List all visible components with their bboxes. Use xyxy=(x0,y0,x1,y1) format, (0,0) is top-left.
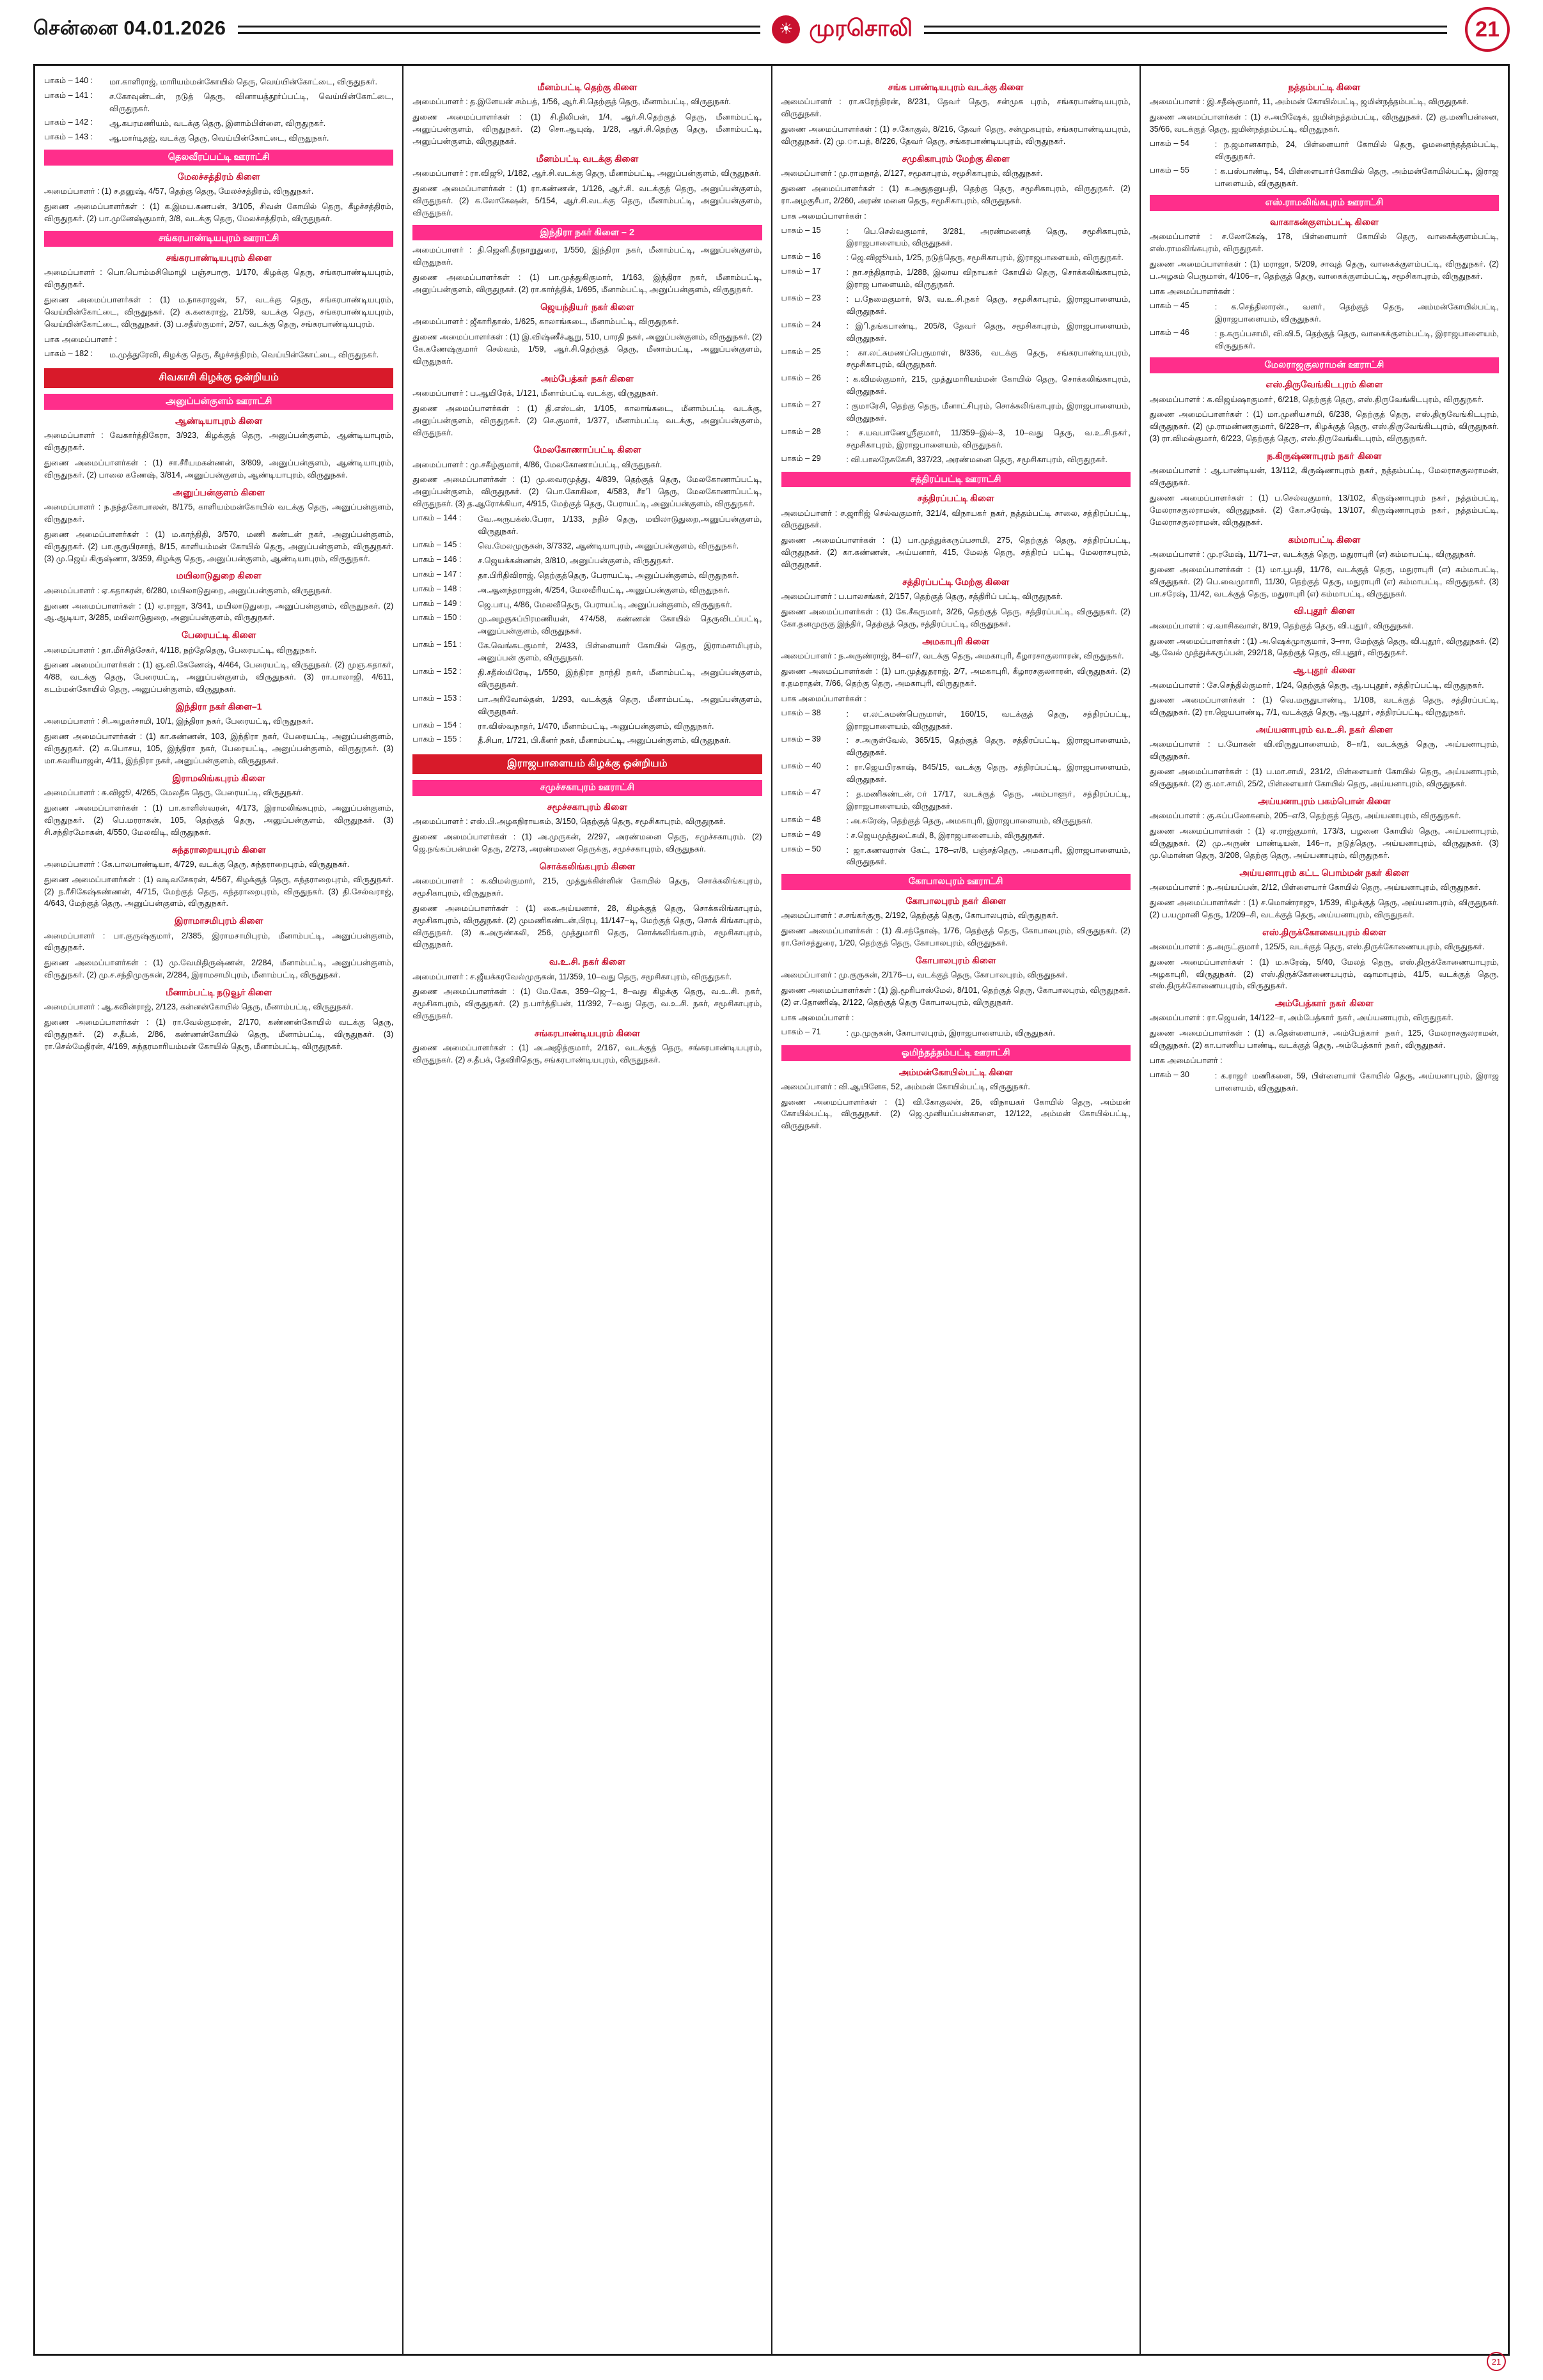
body-paragraph: அமைப்பாளர் : க.விமல்குமார், 215, முத்துக்கிள்ளின் கோயில் தெரு, சொக்கலிங்கபுரம், சமூசிகாபுரம், விருதுநகர். xyxy=(412,876,762,898)
part-entry xyxy=(44,132,393,144)
body-paragraph: அமைப்பாளர் : ந.நந்தகோபாலன், 8/175, காளியம்மன்கோயில் வடக்கு தெரு, அனுப்பன்குளம், விருதுநகர். xyxy=(44,502,394,524)
body-paragraph: அமைப்பாளர் : ச.ஜாரிஜ் செல்வகுமார், 321/4, விநாயகா் நகர், நத்தம்பட்டி சாலை, சத்திரப்பட்டி, விருதுநகர். xyxy=(781,508,1131,530)
part-entry xyxy=(781,373,1131,398)
part-number-label: பாகம் – 154 : xyxy=(412,720,462,729)
branch-heading: சத்திரப்பட்டி மேற்கு கிளை xyxy=(902,577,1010,587)
body-paragraph: அமைப்பாளர் : மு.ராமநாத், 2/127, சமூகாபுரம், சமூசிகாபுரம், விருதுநகர். xyxy=(781,168,1043,178)
part-entry xyxy=(412,555,762,567)
part-number-label: பாகம் – 30 xyxy=(1149,1070,1189,1080)
branch-heading: மீனம்பட்டி வடக்கு கிளை xyxy=(536,153,639,164)
part-entry xyxy=(781,815,1131,827)
part-detail-text: ஆ.மார்டிதஜ், வடக்கு தெரு, வெய்யின்கோட்டை, விருதுநகர். xyxy=(109,133,329,143)
part-number-label: பாகம் – 150 : xyxy=(412,613,462,623)
branch-heading: சங்க பாண்டியபுரம் வடக்கு கிளை xyxy=(888,82,1024,92)
union-heading: இராஜபாளையம் கிழக்கு ஒன்றியம் xyxy=(412,754,762,774)
part-number-label: பாகம் – 142 : xyxy=(44,117,93,127)
footer-page-mark: 21 xyxy=(1487,2352,1506,2371)
part-detail-text: : அ.சுரேஷ், தெற்குத் தெரு, அமகாபுரி, இராஜபாளையம், விருதுநகர். xyxy=(846,816,1093,825)
part-entry xyxy=(44,349,393,361)
part-detail-text: : க.செந்திலாரன்., வளா், தெற்குத் தெரு, அம்மன்கோயில்பட்டி, இராஜபாளையம், விருதுநகர். xyxy=(1214,302,1499,323)
body-paragraph: அமைப்பாளர் : வி.ஆயிளேக, 52, அம்மன் கோயில்பட்டி, விருதுநகர். xyxy=(781,1082,1030,1091)
body-paragraph: துணை அமைப்பாளர்கள் : (1) ரா.கண்ணன், 1/126, ஆர்.சி. வடக்குத் தெரு, அனுப்பன்குளம், விருதுநகர். (2) க.லோகேஷன், 5/154, ஆர்.சி.வடக்கு தெரு, மீனாம்பட்டி, அனுப்பன்குளம், விருதுநகர். xyxy=(412,183,762,217)
part-number-label: பாகம் – 24 xyxy=(781,320,821,329)
body-paragraph: அமைப்பாளர் : ப.யோகன் வி.விருதுபாளையம், 8–ா/1, வடக்குத் தெரு, அய்யனாபுரம், விருதுநகர். xyxy=(1149,740,1499,761)
branch-heading: ந.கிருஷ்ணாபுரம் நகா் கிளை xyxy=(1267,451,1382,462)
part-detail-text: ஆ.கபரமணியம், வடக்கு தெரு, இளாம்பிள்ளை, விருதுநகர். xyxy=(109,118,326,128)
branch-heading: மயிலாடுதுறை கிளை xyxy=(176,570,262,581)
part-entry xyxy=(781,427,1131,451)
branch-heading: சொக்கலிங்கபுரம் கிளை xyxy=(539,860,636,871)
body-paragraph: அமைப்பாளர் : சி.அழகர்சாமி, 10/1, இந்திரா நகர், பேரையட்டி, விருதுநகர். xyxy=(44,717,314,726)
part-detail-text: ரா.விஸ்வநாதர், 1/470, மீனாம்பட்டி, அனுப்பன்குளம், விருதுநகர். xyxy=(478,721,714,731)
part-detail-text: ம.முத்துரேவி, கிழக்கு தெரு, கீழச்சத்திரம், வெய்யின்கோட்டை, விருதுநகர். xyxy=(109,350,379,359)
part-number-label: பாகம் – 49 xyxy=(781,829,821,839)
part-detail-text: : ஜா.கணவரான் கேட், 178–எ/8, பஞ்சத்தெரு, அமகாபுரி, இராஜபாளையம், விருதுநகர். xyxy=(846,845,1131,867)
body-paragraph: துணை அமைப்பாளர்கள் : (1) அ.அஜித்குமார், 2/167, வடக்குத் தெரு, சங்கரபாண்டியபுரம், விருதுநகர். (2) ச.தீபக், தேவிரிதெரு, சங்கரபாண்டியபுரம், விருதுநகர். xyxy=(412,1043,762,1065)
branch-heading: வி.புதூா் கிளை xyxy=(1294,605,1355,616)
part-entry xyxy=(781,293,1131,318)
part-detail-text: : பெ.செல்வகுமார், 3/281, அரண்மனைத் தெரு, சமூசிகாபுரம், இராஜபாளையம், விருதுநகர். xyxy=(846,226,1131,248)
body-paragraph: அமைப்பாளர் : ஏ.வாசிகவாள், 8/19, தெற்குத் தெரு, வி.புதூா், விருதுநகர். xyxy=(1149,621,1414,630)
part-number-label: பாகம் – 46 xyxy=(1149,327,1189,337)
body-paragraph: அமைப்பாளர் : ரா.கரேந்திரன், 8/231, தேவா் தெரு, சன்முக புரம், சங்கரபாண்டியபுரம், விருதுநகர். xyxy=(781,97,1131,119)
masthead xyxy=(0,0,1543,59)
masthead-title: முரசொலி xyxy=(809,14,913,41)
branch-heading: வாகாகன்குளம்பட்டி கிளை xyxy=(1270,217,1379,228)
body-paragraph: துணை அமைப்பாளர்கள் : (1) இ.விஷ்ணீச்ஆறு, 510, பாரதி நகர், அனுப்பன்குளம், விருதுநகர். (2) கே.கணேஷ்குமார் செல்வம், 1/59, ஆர்.சி.தெற்குத் தெரு, மீனாம்பட்டி, அனுப்பன்குளம், விருதுநகர். xyxy=(412,332,762,366)
body-paragraph: அமைப்பாளர் : இ.சதீஷ்குமார், 11, அம்மன் கோயில்பட்டி, ஜமின்நத்தம்பட்டி, விருதுநகர். xyxy=(1149,97,1469,107)
body-paragraph: துணை அமைப்பாளர்கள் : (1) ச.அபிஷேக், ஜமின்நத்தம்பட்டி, விருதுநகர். (2) கு.மணிபன்னை, 35/66, வடக்குத் தெரு, ஜமின்நத்தம்பட்டி, விருதுநகர். xyxy=(1149,113,1499,134)
part-entry xyxy=(1150,328,1499,352)
body-paragraph: துணை அமைப்பாளர்கள் : (1) க.இமய.கணபன், 3/105, சிவன் கோயில் தெரு, கீழச்சத்திரம், விருதுநகர். (2) பா.முனேஷ்குமார், 3/8, வடக்கு தெரு, மேலச்சத்திரம், விருதுநகர். xyxy=(44,202,394,224)
part-number-label: பாகம் – 155 : xyxy=(412,735,462,744)
body-paragraph: அமைப்பாளர் : ச.சங்கர்குரு, 2/192, தெற்குத் தெரு, கோபாலபுரம், விருதுநகர். xyxy=(781,911,1058,921)
body-paragraph: அமைப்பாளர் : தி.ஜெனி.தீரநாறுதுரை, 1/550, இந்திரா நகர், மீனாம்பட்டி, அனுப்பன்குளம், விருதுநகர். xyxy=(412,245,762,267)
part-number-label: பாகம் – 182 : xyxy=(44,348,93,358)
branch-heading: இராமலிங்கபுரம் கிளை xyxy=(172,772,265,783)
panchayat-heading: ஓமிந்தத்தம்பட்டி ஊராட்சி xyxy=(781,1045,1131,1061)
body-paragraph: துணை அமைப்பாளர்கள் : (1) ரா.வேல்குமரன், 2/170, கண்ணன்கோயில் வடக்கு தெரு, விருதுநகர். (2) ச.தீபக், 2/86, கண்ணன்கோயில் தெரு, மீனாம்பட்டி, விருதுநகர். (3) ரா.செல்மேதிரன், 4/169, சுந்தரமாரியம்மன் கோயில் தெரு, மீனாம்பட்டி, விருதுநகர். xyxy=(44,1018,394,1051)
part-number-label: பாகம் – 146 : xyxy=(412,554,462,564)
branch-heading: வ.உ.சி. நகர் கிளை xyxy=(549,956,625,967)
body-paragraph: துணை அமைப்பாளர்கள் : (1) பா.முத்துக்கருப்பசாமி, 275, தெற்குத் தெரு, சத்திரப்பட்டி, விருதுநகர். (2) கா.கண்ணன், அய்யனார், 415, மேலத் தெரு, சத்திரப் பட்டி, மேலராசபுரம், விருதுநகர். xyxy=(781,536,1131,570)
body-paragraph: துணை அமைப்பாளர்கள் : (1) ஏ.ராஜா, 3/341, மயிலாடுதுறை, அனுப்பன்குளம், விருதுநகர். (2) ஆ.ஆடியா, 3/285, மயிலாடுதுறை, அனுப்பன்குளம், விருதுநகர். xyxy=(44,601,394,623)
body-paragraph: துணை அமைப்பாளர்கள் : (1) ச.மொண்ராஜு, 1/539, கிழக்குத் தெரு, அய்யனாபுரம், விருதுநகர். (2) ப.யமுானி தெரு, 1/209–சி, வடக்குத் தெரு, அய்யனாபுரம், விருதுநகர். xyxy=(1149,898,1499,919)
part-number-label: பாகம் – 28 xyxy=(781,426,821,436)
body-paragraph: அமைப்பாளர் : மு.சகீழ்குமார், 4/86, மேலகோணாப்பட்டி, விருதுநகர். xyxy=(412,460,662,469)
panchayat-heading: தெலவீரப்பட்டி ஊராட்சி xyxy=(44,150,393,166)
body-paragraph: பாக அமைப்பாளர் : xyxy=(1149,1056,1223,1066)
body-paragraph: துணை அமைப்பாளர்கள் : (1) பா.முத்துகிகுமார், 1/163, இந்திரா நகர், மீனாம்பட்டி, அனுப்பன்குளம், விருதுநகர். (2) ரா.கார்த்திக், 1/695, மீனாம்பட்டி, அனுப்பன்குளம், விருதுநகர். xyxy=(412,273,762,295)
part-entry xyxy=(44,91,393,115)
panchayat-heading: சமுச்சகாபுரம் ஊராட்சி xyxy=(412,780,762,796)
body-paragraph: துணை அமைப்பாளர்கள் : (1) இ.மூரிபாஸ்மேல், 8/101, தெற்குத் தெரு, கோபாலபுரம், விருதுநகர். (2) எ.தோணிஷ், 2/122, தெற்குத் தெரு கோபாலபுரம், விருதுநகர். xyxy=(781,986,1131,1007)
part-entry xyxy=(412,570,762,582)
part-number-label: பாகம் – 38 xyxy=(781,708,821,717)
body-paragraph: அமைப்பாளர் : கே.பாலபாண்டியா, 4/729, வடக்கு தெரு, சுந்தராறைபுரம், விருதுநகர். xyxy=(44,859,350,869)
body-paragraph: துணை அமைப்பாளர்கள் : (1) வெ.மருதுபாண்டி, 1/108, வடக்குத் தெரு, சத்திரப்பட்டி, விருதுநகர். (2) ரா.ஜெயபாண்டி, 7/1, வடக்குத் தெரு, ஆ.புதூா், சத்திரப்பட்டி, விருதுநகர். xyxy=(1149,696,1499,717)
body-paragraph: அமைப்பாளர் : மு.குருகன், 2/176–ப, வடக்குத் தெரு, கோபாலபுரம், விருதுநகர். xyxy=(781,970,1068,980)
body-paragraph: அமைப்பாளர் : ச.ஜீயக்கரவேல்முருகன், 11/359, 10–வது தெரு, சமூசிகாபுரம், விருதுநகர். xyxy=(412,972,732,981)
body-paragraph: துணை அமைப்பாளர்கள் : (1) மா.பூபதி, 11/76, வடக்குத் தெரு, மதுராபுரி (எ) கம்மாபட்டி, விருதுநகர். (2) பெ.வைமுாாரி, 11/30, தெற்குத் தெரு, மதுராபுரி (எ) கம்மாபட்டி, விருதுநகர். (3) பா.சரேஷ், 11/42, வடக்குத் தெரு, மதுராபுரி (எ) கம்மாபட்டி, விருதுநகர். xyxy=(1149,564,1499,598)
part-detail-text: : ஜெ.விஜூயம், 1/25, நடுத்தெரு, சமூசிகாபுரம், இராஜபாளையம், விருதுநகர். xyxy=(846,253,1124,263)
part-number-label: பாகம் – 71 xyxy=(781,1027,821,1036)
part-detail-text: : ச.அருள்வேல், 365/15, தெற்குத் தெரு, சத்திரப்பட்டி, இராஜபாளையம், விருதுநகர். xyxy=(846,736,1131,758)
part-number-label: பாகம் – 141 : xyxy=(44,90,93,100)
body-paragraph: பாக அமைப்பாளர்கள் : xyxy=(1149,287,1235,297)
body-paragraph: பாக அமைப்பாளர்கள் : xyxy=(781,694,866,703)
body-paragraph: துணை அமைப்பாளர்கள் : (1) சா.சீரீயமகன்ணன், 3/809, அனுப்பன்குளம், ஆண்டியாபுரம், விருதுநகர். (2) பாலை கணேஷ், 3/814, அனுப்பன்குளம், ஆண்டியாபுரம், விருதுநகர். xyxy=(44,458,394,479)
body-paragraph: பாக அமைப்பாளர் : xyxy=(44,334,117,344)
part-detail-text: : மு.முருகன், கோபாலபுரம், இராஜபாளையம், விருதுநகர். xyxy=(846,1028,1056,1038)
page-number-badge: 21 xyxy=(1465,7,1510,52)
body-paragraph: துணை அமைப்பாளர்கள் : (1) பா.முத்துதராஜ், 2/7, அமகாபுரி, கீழாரசகுலாாரன், விருதுநகர். (2) ர.தமராதன், 7/66, தெற்கு தெரு, அமகாபுரி, விருதுநகர். xyxy=(781,666,1131,688)
body-paragraph: துணை அமைப்பாளர்கள் : (1) கே.சீகருமார், 3/26, தெற்குத் தெரு, சத்திரப்பட்டி, விருதுநகர். (2) கோ.தனமுருகு இந்திர், தெற்குத் தெரு, சத்திரப்பட்டி, விருதுநகர். xyxy=(781,607,1131,628)
body-paragraph: அமைப்பாளர் : சே.செந்தில்குமாா், 1/24, தெற்குத் தெரு, ஆ.பபுதூா், சத்திரப்பட்டி, விருதுநகர். xyxy=(1149,680,1484,690)
branch-heading: ஆ.புதூா் கிளை xyxy=(1293,665,1356,676)
part-entry xyxy=(1150,166,1499,190)
body-paragraph: துணை அமைப்பாளர்கள் : (1) ஏ.ராஜ்குமார், 173/3, பழனை கோயில் தெரு, அய்யனாபுரம், விருதுநகர். (2) மு.அருண் பாண்டியன், 146–ா, நடுத்தெரு, அய்யனாபுரம், விருதுநகர். (3) மு.மொன்ன தெரு, 3/208, தெற்கு தெரு, அய்யனாபுரம், விருதுநகர். xyxy=(1149,827,1499,860)
branch-heading: அய்யனாபுரம் கட்ட பொம்மன் நகா் கிளை xyxy=(1239,867,1409,878)
part-number-label: பாகம் – 15 xyxy=(781,225,821,235)
part-number-label: பாகம் – 29 xyxy=(781,453,821,463)
part-detail-text: : நா.சந்திதாரம், 1/288, இலாய விநாயகா் கோயில் தெரு, சொக்கலிங்காபுரம், இராஜ பாளையம், விருதுநகர். xyxy=(846,268,1131,290)
part-detail-text: ச.ஜெயக்கன்ணன், 3/810, அனுப்பன்குளம், விருதுநகர். xyxy=(478,556,674,565)
part-detail-text: தா.பிரிதிவிராஜ், தெற்குத்தெரு, பேராயட்டி, அனுப்பன்குளம், விருதுநகர். xyxy=(478,570,739,580)
body-paragraph: துணை அமைப்பாளர்கள் : (1) ச.கோகுல், 8/216, தேவா் தெரு, சன்முகபுரம், சங்கரபாண்டியபுரம், விருதுநகர். (2) மு.ா.பத், 8/226, தேவா் தெரு, சங்கரபாண்டியபுரம், விருதுநகர். xyxy=(781,124,1131,146)
branch-heading: கம்மாபட்டி கிளை xyxy=(1288,534,1361,545)
body-paragraph: அமைப்பாளர் : பா.குருஷ்குமார், 2/385, இராமசாமிபுரம், மீனாம்பட்டி, அனுப்பன்குளம், விருதுநகர். xyxy=(44,931,394,953)
body-paragraph: துணை அமைப்பாளர்கள் : (1) மு.வைரமுத்து, 4/839, தெற்குத் தெரு, மேலகோணாப்பட்டி, அனுப்பன்குளம், விருதுநகர். (2) பொ.கோகிலா, 4/583, சாிீ தெரு, மேலகோணாப்பட்டி, விருதுநகர். (3) த.ஆரோக்கியா, 4/915, மேற்குத் தெரு, பேராயட்டி, அனுப்பன்குளம், விருதுநகர். xyxy=(412,475,762,509)
text-column xyxy=(35,66,403,2354)
body-paragraph: துணை அமைப்பாளர்கள் : (1) ப.மா.சாமி, 231/2, பிள்ளையார் கோயில் தெரு, அய்யனாபுரம், விருதுநகர். (2) கு.மா.சாமி, 25/2, பிள்ளையார் கோயில் தெரு, அய்யனாபுரம், விருதுநகர். xyxy=(1149,767,1499,789)
body-paragraph: அமைப்பாளர் : ந.அருண்ராஜ், 84–எ/7, வடக்கு தெரு, அமகாபுரி, கீழாரசாகுலாாரன், விருதுநகர். xyxy=(781,651,1124,661)
body-paragraph: அமைப்பாளர் : வேகார்த்திகேரா, 3/923, கிழக்குத் தெரு, அனுப்பன்குளம், ஆண்டியாபுரம், விருதுநகர். xyxy=(44,431,394,453)
part-number-label: பாகம் – 145 : xyxy=(412,540,462,549)
part-entry xyxy=(412,640,762,664)
body-paragraph: அமைப்பாளர் : (1) ச.தனுஷ், 4/57, தெற்கு தெரு, மேலச்சத்திரம், விருதுநகர். xyxy=(44,187,314,196)
branch-heading: இந்திரா நகர் கிளை–1 xyxy=(175,701,262,712)
body-paragraph: அமைப்பாளர் : ஆ.கவின்ராஜ், 2/123, கன்னன்கோயில் தெரு, மீனாம்பட்டி, விருதுநகர். xyxy=(44,1002,354,1012)
masthead-brand xyxy=(772,15,912,45)
body-paragraph: துணை அமைப்பாளர்கள் : (1) கி.சந்தோஷ், 1/76, தெற்குத் தெரு, கோபாலபுரம், விருதுநகர். (2) ரா.சேர்சத்துரை, 1/20, தெற்குத் தெரு, கோபாலபுரம், விருதுநகர். xyxy=(781,926,1131,948)
body-paragraph: துணை அமைப்பாளர்கள் : (1) மே.கேசு, 359–ஜெ–1, 8–வது கிழக்கு தெரு, வ.உ.சி. நகர், சமூசிகாபுரம், விருதுநகர். (2) ந.பார்த்திபன், 11/392, 7–வது தெரு, வ.உ.சி. நகர், சமூசிகாபுரம், விருதுநகர். xyxy=(412,987,762,1021)
panchayat-heading: சங்கரபாண்டியபுரம் ஊராட்சி xyxy=(44,231,393,247)
part-detail-text: கே.வெங்கடகுமார், 2/433, பிள்ளையார் கோயில் தெரு, இராமசாமிபுரம், அனுப்பன் குளம், விருதுநகர். xyxy=(478,641,762,663)
body-paragraph: அமைப்பாளர் : த.இளேயன் சம்பத், 1/56, ஆர்.சி.தெற்குத் தெரு, மீனாம்பட்டி, விருதுநகர். xyxy=(412,97,732,107)
body-paragraph: அமைப்பாளர் : த.அருட்குமாா், 125/5, வடக்குத் தெரு, எஸ்.திருக்கோணையபுரம், விருதுநகர். xyxy=(1149,942,1485,951)
part-number-label: பாகம் – 39 xyxy=(781,735,821,744)
part-entry xyxy=(1150,139,1499,163)
body-paragraph: அமைப்பாளர் : மு.ரமேஷ், 11/71–எ, வடக்குத் தெரு, மதுராபுரி (எ) கம்மாபட்டி, விருதுநகர். xyxy=(1149,549,1476,559)
part-entry xyxy=(781,267,1131,291)
branch-heading: அம்பேத்காா் நகா் கிளை xyxy=(1275,998,1374,1009)
body-paragraph: அமைப்பாளர் : ஜீகாரிதாஸ், 1/625, காலாங்கடை, மீனாம்பட்டி, விருதுநகர். xyxy=(412,317,679,327)
body-paragraph: அமைப்பாளர் : பொ.பொம்மசிமொழி பஞ்சபாரூ, 1/170, கிழக்கு தெரு, சங்கரபாண்டியபுரம், விருதுநகர். xyxy=(44,268,394,290)
branch-heading: மீனாம்பட்டி நடுவூர் கிளை xyxy=(166,987,272,998)
panchayat-heading: கோபாலபுரம் ஊராட்சி xyxy=(781,874,1131,890)
branch-heading: அனுப்பன்குளம் கிளை xyxy=(173,486,265,497)
part-entry xyxy=(44,118,393,130)
body-paragraph: துணை அமைப்பாளர்கள் : (1) கா.கண்ணன், 103, இந்திரா நகர், பேரையட்டி, அனுப்பன்குளம், விருதுநகர். (2) க.பொசய, 105, இந்திரா நகர், பேரையட்டி, அனுப்பன்குளம், விருதுநகர். (3) மா.சுவரியாஜன், 4/11, இந்திரா நகர், அனுப்பன்குளம், விருதுநகர். xyxy=(44,732,394,765)
branch-heading: சங்கரபாண்டியபுரம் கிளை xyxy=(534,1028,640,1039)
body-paragraph: துணை அமைப்பாளர்கள் : (1) அ.ஷெக்முாகுமார், 3–ஈா, மேற்குத் தெரு, வி.புதூா், விருதுநகர். (2) ஆ.வேல் முத்துக்கருப்பன், 292/18, தெற்குத் தெரு, வி.புதூா், விருதுநகர். xyxy=(1149,636,1499,658)
part-number-label: பாகம் – 50 xyxy=(781,844,821,853)
body-paragraph: துணை அமைப்பாளர்கள் : (1) வடிவசேகரன், 4/567, கிழக்குத் தெரு, சுந்தராறைபுரம், விருதுநகர். (2) ந.ரீசிகேஷ்கண்ணன், 4/715, மேற்குத் தெரு, சுந்தராறைபுரம், விருதுநகர். (3) தி.சேல்வராஜ், 4/643, மேற்குத் தெரு, அனுப்பன்குளம், விருதுநகர். xyxy=(44,875,394,908)
part-entry xyxy=(781,708,1131,733)
part-entry xyxy=(781,347,1131,371)
part-number-label: பாகம் – 27 xyxy=(781,400,821,410)
panchayat-heading: இந்திரா நகர் கிளை – 2 xyxy=(412,225,762,241)
body-paragraph: துணை அமைப்பாளர்கள் : (1) சு.அதுதனுபதி, தெற்கு தெரு, சமூசிகாபுரம், விருதுநகர். (2) ரா.அழகுசீபா, 2/260, அரண் மனை தெரு, சமூசிகாபுரம், விருதுநகர். xyxy=(781,183,1131,205)
body-paragraph: அமைப்பாளர் : சு.விஜூ, 4/265, மேலதீசு தெரு, பேரையட்டி, விருதுநகர். xyxy=(44,788,304,797)
branch-heading: மீனம்பட்டி தெற்கு கிளை xyxy=(537,82,638,92)
branch-heading: கோபாலபுரம் கிளை xyxy=(915,955,996,966)
part-number-label: பாகம் – 147 : xyxy=(412,569,462,579)
part-detail-text: ஜெ.பாபு, 4/86, மேலவீதெரு, பேராயட்டி, அனுப்பன்குளம், விருதுநகர். xyxy=(478,600,732,609)
part-entry xyxy=(781,844,1131,869)
branch-heading: சத்திரப்பட்டி கிளை xyxy=(917,493,994,504)
body-paragraph: துணை அமைப்பாளர்கள் : (1) பா.காளிஸ்வரன், 4/173, இராமலிங்கபுரம், அனுப்பன்குளம், விருதுநகர். (2) பெ.மரராகன், 105, தெற்குத் தெரு, அனுப்பன்குளம், விருதுநகர். (3) சி.சந்திரமோகன், 4/550, மேலவிடி, விருதுநகர். xyxy=(44,803,394,837)
part-entry xyxy=(44,76,393,88)
part-entry xyxy=(781,1027,1131,1039)
part-number-label: பாகம் – 148 : xyxy=(412,584,462,593)
body-paragraph: அமைப்பாளர் : கு.சுப்பலோகனம், 205–எ/3, தெற்குத் தெரு, அய்யனாபுரம், விருதுநகர். xyxy=(1149,811,1461,821)
body-paragraph: துணை அமைப்பாளர்கள் : (1) ப.செல்வகுமார், 13/102, கிருஷ்ணாபுரம் நகா், நத்தம்பட்டி, மேலராசகுலராமன், விருதுநகர். (2) கோ.சரேஷ், 13/107, கிருஷ்ணாபுரம் நகா், நத்தம்பட்டி, மேலராசகுலராமன், விருதுநகர். xyxy=(1149,494,1499,527)
part-detail-text: : வி.பாலநேசுகேசி, 337/23, அரண்மனை தெரு, சமூசிகாபுரம், விருதுநகர். xyxy=(846,455,1108,464)
part-number-label: பாகம் – 144 : xyxy=(412,513,462,523)
part-detail-text: : க.பஸ்பாண்டி, 54, பிள்ளையாா்கோயில் தெரு, அம்மன்கோயில்பட்டி, இராஜ பாளையம், விருதுநகர். xyxy=(1214,166,1499,188)
panchayat-heading: சத்திரப்பட்டி ஊராட்சி xyxy=(781,472,1131,488)
part-entry xyxy=(412,540,762,552)
branch-heading: நத்தம்பட்டி கிளை xyxy=(1288,82,1361,92)
body-paragraph: அமைப்பாளர் : ந.அய்யப்பன், 2/12, பிள்ளையார் கோயில் தெரு, அய்யனாபுரம், விருதுநகர். xyxy=(1149,882,1481,892)
text-column xyxy=(1141,66,1508,2354)
branch-heading: கோபாலபுரம் நகா் கிளை xyxy=(905,896,1006,906)
body-paragraph: பாக அமைப்பாளர்கள் : xyxy=(781,211,866,221)
part-entry xyxy=(781,735,1131,759)
body-paragraph: துணை அமைப்பாளர்கள் : (1) வி.கோகுலன், 26, விநாயகா் கோயில் தெரு, அம்மன் கோயில்பட்டி, விருதுநகர். (2) ஜெ.முனியப்பன்காளை, 12/122, அம்மன் கோயில்பட்டி, விருதுநகர். xyxy=(781,1097,1131,1131)
part-detail-text: : ச.ஜெயமுத்துலட்சுமி, 8, இராஜபாளையம், விருதுநகர். xyxy=(846,830,1045,840)
part-detail-text: : ப.நேமைகுமார், 9/3, வ.உ.சி.நகா் தெரு, சமூசிகாபுரம், இராஜபாளையம், விருதுநகர். xyxy=(846,294,1131,316)
part-number-label: பாகம் – 47 xyxy=(781,788,821,797)
part-number-label: பாகம் – 54 xyxy=(1149,138,1189,148)
part-entry xyxy=(781,226,1131,250)
branch-heading: ஜெயந்தியா் நகர் கிளை xyxy=(540,301,634,312)
branch-heading: எஸ்.திருவேங்கிடபுரம் கிளை xyxy=(1265,379,1383,390)
body-paragraph: அமைப்பாளர் : ப.ஆயிரேக், 1/121, மீனாம்பட்டி வடக்கு, விருதுநகர். xyxy=(412,388,659,398)
part-detail-text: : எ.லட்சுமண்பெருமாள், 160/15, வடக்குத் தெரு, சத்திரப்பட்டி, இராஜபாளையம், விருதுநகர். xyxy=(846,709,1131,731)
part-detail-text: மா.காளிராஜ், மாரியம்மன்கோயில் தெரு, வெய்யின்கோட்டை, விருதுநகர். xyxy=(109,77,378,86)
part-number-label: பாகம் – 17 xyxy=(781,267,821,276)
part-number-label: பாகம் – 25 xyxy=(781,346,821,356)
content-frame xyxy=(33,64,1510,2356)
branch-heading: அய்யனாபுரம் பகம்பொன் கிளை xyxy=(1258,795,1391,806)
body-paragraph: துணை அமைப்பாளர்கள் : (1) ஞ.வி.கேணேஷ், 4/464, பேரையட்டி, விருதுநகர். (2) முஞ.கதாகர், 4/88, வடக்கு தெரு, பேரையட்டி, அனுப்பன்குளம், விருதுநகர். (3) ரா.பாலாஜி, 4/611, கடம்மன்கோயில் தெரு, அனுப்பன்குளம், விருதுநகர். xyxy=(44,660,394,694)
body-paragraph: பாக அமைப்பாளர் : xyxy=(781,1013,854,1022)
part-number-label: பாகம் – 152 : xyxy=(412,666,462,676)
body-paragraph: துணை அமைப்பாளர்கள் : (1) ம.சுரேஷ், 5/40, மேலத் தெரு, எஸ்.திருக்கோணையாபுரம், அழகாபுரி, விருதுநகர். (2) எஸ்.திருக்கோணையபுரம், ஷாமாபுரம், 41/5, வடக்குத் தெரு, எஸ்.திருக்கோணையபுரம், விருதுநகர். xyxy=(1149,957,1499,991)
part-number-label: பாகம் – 48 xyxy=(781,814,821,824)
part-detail-text: : குமாரேசி, தெற்கு தெரு, மீனாட்சிபுரம், சொக்கலிங்காபுரம், இராஜபாளையம், விருதுநகர். xyxy=(846,401,1131,423)
part-entry xyxy=(781,830,1131,842)
branch-heading: அய்யனாபுரம் வ.உ.சி. நகா் கிளை xyxy=(1255,724,1393,735)
part-detail-text: : கா.லட்சுமணப்பெருமாள், 8/336, வடக்கு தெரு, சங்கரபாண்டியபுரம், சமூசிகாபுரம், விருதுநகர். xyxy=(846,348,1131,369)
part-entry xyxy=(781,320,1131,345)
part-detail-text: வே.அருபக்ஸ்.பேரா, 1/133, நதிச் தெரு, மயிலாடுதுறை,அனுப்பன்குளம், விருதுநகர். xyxy=(478,515,762,536)
branch-heading: பேரையட்டி கிளை xyxy=(181,630,256,641)
masthead-date: சென்னை 04.01.2026 xyxy=(33,17,226,39)
part-detail-text: : ரா.ஜெயபிரகாஷ், 845/15, வடக்கு தெரு, சத்திரப்பட்டி, இராஜபாளையம், விருதுநகர். xyxy=(846,763,1131,784)
body-paragraph: அமைப்பாளர் : க.விஜய்ஷாகுமாா், 6/218, தெற்குத் தெரு, எஸ்.திருவேங்கிடபுரம், விருதுநகர். xyxy=(1149,394,1484,404)
part-number-label: பாகம் – 40 xyxy=(781,761,821,771)
masthead-rule-right xyxy=(924,26,1447,34)
branch-heading: அம்பேத்கா் நகர் கிளை xyxy=(541,373,634,384)
body-paragraph: துணை அமைப்பாளர்கள் : (1) மு.வேமிதிருஷ்ணன், 2/284, மீனாம்பட்டி, அனுப்பன்குளம், விருதுநகர். (2) மு.ச.சந்திமுருகன், 2/284, இராமசாமிபுரம், மீனாம்பட்டி, விருதுநகர். xyxy=(44,958,394,980)
part-entry xyxy=(781,454,1131,466)
text-column xyxy=(403,66,772,2354)
part-number-label: பாகம் – 151 : xyxy=(412,640,462,649)
branch-heading: அம்மன்கோயில்பட்டி கிளை xyxy=(898,1066,1013,1077)
part-detail-text: பா.அரிவோல்தன், 1/293, வடக்குத் தெரு, மீனாம்பட்டி, அனுப்பன்குளம், விருதுநகர். xyxy=(478,694,762,716)
branch-heading: சமுகிகாபுரம் மேற்கு கிளை xyxy=(902,153,1010,164)
part-number-label: பாகம் – 55 xyxy=(1149,165,1189,175)
union-heading: சிவகாசி கிழக்கு ஒன்றியம் xyxy=(44,368,393,388)
part-detail-text: ச.கோவுண்டன், நடுத் தெரு, வினாயத்தூர்ப்பட்டி, வெய்யின்கோட்டை, விருதுநகர். xyxy=(109,91,394,113)
part-entry xyxy=(412,735,762,747)
masthead-rule-left xyxy=(238,26,761,34)
body-paragraph: அமைப்பாளர் : ப.பாலசங்கர், 2/157, தெற்குத் தெரு, சத்திரிப் பட்டி, விருதுநகர். xyxy=(781,592,1063,602)
part-entry xyxy=(412,513,762,538)
branch-heading: எஸ்.திருக்கோகையபுரம் கிளை xyxy=(1262,926,1386,937)
body-paragraph: துணை அமைப்பாளர்கள் : (1) மராஜா, 5/209, சாவுத் தெரு, வாகைக்குளம்பட்டி, விருதுநகர். (2) ப.அழகம் பெருமாள், 4/106–ா, தெற்குத் தெரு, வாகைக்குளம்பட்டி, சமூசிகாபுரம், விருதுநகர். xyxy=(1149,260,1499,281)
body-paragraph: அமைப்பாளர் : ரா.விஜூ, 1/182, ஆர்.சி.வடக்கு தெரு, மீனாம்பட்டி, அனுப்பன்குளம், விருதுநகர். xyxy=(412,168,762,178)
part-entry xyxy=(412,599,762,611)
body-paragraph: அமைப்பாளர் : எஸ்.பி.அழகநிராயகம், 3/150, தெற்குத் தெரு, சமூசிகாபுரம், விருதுநகர். xyxy=(412,817,726,827)
part-number-label: பாகம் – 143 : xyxy=(44,132,93,141)
part-number-label: பாகம் – 140 : xyxy=(44,76,93,85)
body-paragraph: அமைப்பாளர் : ரா.ஜெயன், 14/122–ா, அம்பேத்காா் நகா், அய்யனாபுரம், விருதுநகர். xyxy=(1149,1013,1453,1023)
body-paragraph: துணை அமைப்பாளர்கள் : (1) ம.நாகராஜன், 57, வடக்கு தெரு, சங்கரபாண்டியபுரம், வெய்யின்கோட்டை, விருதுநகர். (2) க.கனகராஜ், 21/59, வடக்கு தெரு, சங்கரபாண்டியபுரம், வெய்யின்கோட்டை, விருதுநகர். (3) ப.சதீஸ்குமார், 2/57, வடக்கு தெரு, சங்கரபாண்டியபுரம். xyxy=(44,295,394,329)
panchayat-heading: அனுப்பன்குளம் ஊராட்சி xyxy=(44,394,393,410)
part-entry xyxy=(781,761,1131,786)
branch-heading: சமூச்சகாபுரம் கிளை xyxy=(547,801,627,812)
part-detail-text: : க.ராஜா் மணிகளை, 59, பிள்ளையார் கோயில் தெரு, அய்யனாபுரம், இராஜ பாளையம், விருதுநகர். xyxy=(1214,1071,1499,1093)
part-number-label: பாகம் – 26 xyxy=(781,373,821,383)
part-entry xyxy=(1150,1070,1499,1094)
branch-heading: இராமாசமிபுரம் கிளை xyxy=(174,915,263,926)
text-column xyxy=(772,66,1141,2354)
part-detail-text: மு.அழகுசுப்பிரமணியன், 474/58, கண்ணன் கோயில் தெருவிடப்பட்டி, அனுப்பன்குளம், விருதுநகர். xyxy=(478,614,762,636)
part-entry xyxy=(412,613,762,637)
branch-heading: மேலகோணாப்பட்டி கிளை xyxy=(533,444,641,455)
branch-heading: ஆண்டியாபுரம் கிளை xyxy=(175,416,263,426)
body-paragraph: அமைப்பாளர் : தா.மீர்சித்சேகர், 4/118, நற்தேதெரு, பேரையட்டி, விருதுநகர். xyxy=(44,645,317,655)
part-entry xyxy=(412,667,762,691)
part-entry xyxy=(1150,301,1499,325)
part-entry xyxy=(781,252,1131,264)
panchayat-heading: எஸ்.ராமலிங்கபுரம் ஊராட்சி xyxy=(1150,195,1499,211)
part-detail-text: வெ.மேலமுருகன், 3/7332, ஆண்டியாபுரம், அனுப்பன்குளம், விருதுநகர். xyxy=(478,541,739,550)
body-paragraph: அமைப்பாளர் : ச.லோகேஷ், 178, பிள்ளையார் கோயில் தெரு, வாகைக்குளம்பட்டி, எஸ்.ராமலிங்கபுரம், விருதுநகர். xyxy=(1149,232,1499,254)
branch-heading: சுந்தராறையபுரம் கிளை xyxy=(171,844,266,855)
part-detail-text: : ந.கருப்பசாமி, வி.வி.5, தெற்குத் தெரு, வாகைக்குளம்பட்டி, இராஜபாளையம், விருதுநகர். xyxy=(1214,329,1499,350)
sun-emblem-icon: ☀ xyxy=(772,15,800,43)
part-number-label: பாகம் – 23 xyxy=(781,293,821,302)
part-entry xyxy=(412,720,762,733)
part-entry xyxy=(412,694,762,718)
body-paragraph: துணை அமைப்பாளர்கள் : (1) மா.முனியசாமி, 6/238, தெற்குத் தெரு, எஸ்.திருவேங்கிடபுரம், விருதுநகர். (2) மு.ராமண்ணகுமார், 6/228–ஈ, கிழக்குத் தெரு, எஸ்.திருவேங்கிடபுரம், விருதுநகர். (3) ரா.விமல்குமார், 6/223, தெற்குத் தெரு, எஸ்.திருவேங்கிடபுரம், விருதுநகர். xyxy=(1149,410,1499,444)
part-number-label: பாகம் – 16 xyxy=(781,252,821,261)
panchayat-heading: மேலராஜகுலராமன் ஊராட்சி xyxy=(1150,357,1499,373)
part-detail-text: : க.விமல்குமார், 215, முத்துமாரியம்மன் கோயில் தெரு, சொக்கலிங்காபுரம், விருதுநகர். xyxy=(846,375,1131,396)
body-paragraph: துணை அமைப்பாளர்கள் : (1) சு.தெள்ளையாச், அம்பேத்காா் நகா், 125, மேலராசகுலராமன், விருதுநகர். (2) கா.பாணிய பாண்டி, வடக்குத் தெரு, அம்பேத்காா் நகா், விருதுநகர். xyxy=(1149,1029,1499,1050)
part-detail-text: : இி.தங்கபாண்டி, 205/8, தேவா் தெரு, சமூசிகாபுரம், இராஜபாளையம், விருதுநகர். xyxy=(846,321,1131,343)
body-paragraph: அமைப்பாளர் : ஏ.கதாகரன், 6/280, மயிலாடுதுறை, அனுப்பன்குளம், விருதுநகர். xyxy=(44,586,333,595)
part-detail-text: தீ.சிபா, 1/721, பி.கீனர் நகர், மீனாம்பட்டி, அனுப்பன்குளம், விருதுநகர். xyxy=(478,736,732,745)
body-paragraph: அமைப்பாளர் : ஆ.பாண்டியன், 13/112, கிருஷ்ணாபுரம் நகா், நத்தம்பட்டி, மேலராசகுலராமன், விருதுநகர். xyxy=(1149,466,1499,488)
part-entry xyxy=(412,584,762,596)
part-detail-text: : ந.ஜமானகாரம், 24, பிள்ளையாா் கோயில் தெரு, ஓமனைந்தத்தம்பட்டி, விருதுநகர். xyxy=(1214,139,1499,161)
body-paragraph: துணை அமைப்பாளர்கள் : (1) கை.அய்யனார், 28, கிழக்குத் தெரு, சொக்கலிங்காபுரம், சமூசிகாபுரம், விருதுநகர். (2) முமணிகண்டன்,பிரபு, 11/147–டி, மேற்குத் தெரு, சொக் கிங்காபுரம், விருதுநகர். (3) சு.அருண்கலி, 256, முத்துமாரி தெரு, சொக்கலிங்காபுரம், சமூசிகாபுரம், விருதுநகர். xyxy=(412,903,762,949)
body-paragraph: துணை அமைப்பாளர்கள் : (1) ம.காந்திதி, 3/570, மணி கண்டன் நகர், அனுப்பன்குளம், விருதுநகர். (2) பா.குருபிரசாந், 8/15, காளியம்மன் கோயில் தெரு, அனுப்பன்குளம், விருதுநகர். (3) மு.ஜெய் கிருஷ்ணா, 3/359, கிழக்கு தெரு, அனுப்பன்குளம், ஆண்டியாபுரம், விருதுநகர். xyxy=(44,529,394,563)
branch-heading: சங்கரபாண்டியபுரம் கிளை xyxy=(166,253,272,263)
part-entry xyxy=(781,400,1131,424)
part-entry xyxy=(781,788,1131,813)
part-detail-text: : ச.யவபாணேஸ்ரீகுமார், 11/359–இல்–3, 10–வது தெரு, வ.உ.சி.நகா், சமூசிகாபுரம், இராஜபாளையம், விருதுநகர். xyxy=(846,428,1131,449)
part-number-label: பாகம் – 149 : xyxy=(412,598,462,608)
branch-heading: அமகாபுரி கிளை xyxy=(922,635,990,646)
body-paragraph: துணை அமைப்பாளர்கள் : (1) அ.முருகன், 2/297, அரண்மனை தெரு, சமுச்சகாபுரம். (2) ஜெ.நங்கப்பன்மன் தெரு, 2/273, அரண்மனை தெருக்கு, சமுச்சகாபுரம், விருதுநகர். xyxy=(412,832,762,853)
body-paragraph: துணை அமைப்பாளர்கள் : (1) சி.திலிபன், 1/4, ஆர்.சி.தெற்குத் தெரு, மீனாம்பட்டி, அனுப்பன்குளம், விருதுநகர். (2) சொ.ஆயுஷ், 1/28, ஆர்.சி.தெற்கு தெரு, மீனாம்பட்டி, அனுப்பன்குளம், விருதுநகர். xyxy=(412,113,762,146)
body-paragraph: துணை அமைப்பாளர்கள் : (1) தி.எஸ்டன், 1/105, காலாங்கடை, மீனாம்பட்டி வடக்கு, அனுப்பன்குளம், விருதுநகர். (2) செ.குமார், 1/377, மீனாம்பட்டி வடக்கு, அனுப்பன்குளம், விருதுநகர். xyxy=(412,403,762,437)
part-detail-text: : த.மணிகண்டன், ா்17/17, வடக்குத் தெரு, அம்பாளூா், சத்திரப்பட்டி, இராஜபாளையம், விருதுநகர். xyxy=(846,789,1131,811)
part-number-label: பாகம் – 153 : xyxy=(412,693,462,703)
part-detail-text: தி.சதீஸ்மிரேடி, 1/550, இந்திரா நாந்தி நகர், மீனாம்பட்டி, அனுப்பன்குளம், விருதுநகர். xyxy=(478,667,762,689)
branch-heading: மேலச்சத்திரம் கிளை xyxy=(177,171,260,182)
part-number-label: பாகம் – 45 xyxy=(1149,300,1189,310)
part-detail-text: அ.ஆனந்தராஜன், 4/254, மேலவீரியட்டி, அனுப்பன்குளம், விருதுநகர். xyxy=(478,585,730,595)
